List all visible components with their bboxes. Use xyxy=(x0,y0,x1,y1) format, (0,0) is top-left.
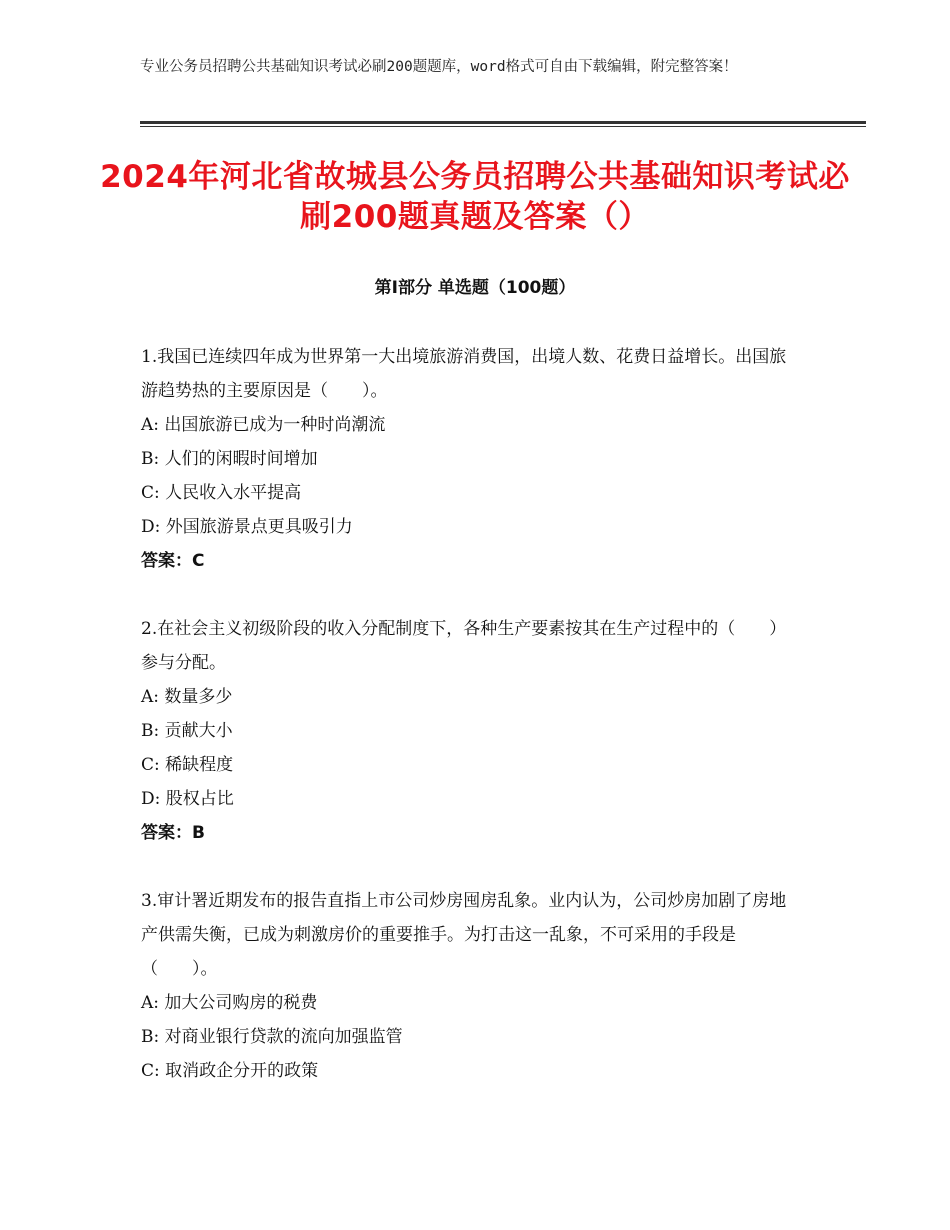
answer: 答案：B xyxy=(141,823,205,843)
header-divider-thin xyxy=(140,126,866,127)
header-divider-thick xyxy=(140,121,866,124)
question-1 xyxy=(141,340,801,578)
section-heading: 第Ⅰ部分 单选题（100题） xyxy=(374,278,576,298)
question-2 xyxy=(141,612,801,850)
option-c: C: 人民收入水平提高 xyxy=(141,483,302,503)
question-3 xyxy=(141,884,801,1088)
option-b: B: 贡献大小 xyxy=(141,721,233,741)
option-a: A: 出国旅游已成为一种时尚潮流 xyxy=(141,415,386,435)
document-title: 2024年河北省故城县公务员招聘公共基础知识考试必刷200题真题及答案（） xyxy=(100,159,850,235)
option-c: C: 取消政企分开的政策 xyxy=(141,1061,319,1081)
answer: 答案：C xyxy=(141,551,205,571)
question-text: 1.我国已连续四年成为世界第一大出境旅游消费国，出境人数、花费日益增长。出国旅游趋势热的主要原因是（ ）。 xyxy=(141,347,787,401)
question-list xyxy=(141,340,801,1122)
question-text: 3.审计署近期发布的报告直指上市公司炒房囤房乱象。业内认为，公司炒房加剧了房地产供需失衡，已成为刺激房价的重要推手。为打击这一乱象，不可采用的手段是（ ）。 xyxy=(141,891,787,979)
option-a: A: 加大公司购房的税费 xyxy=(141,993,318,1013)
option-a: A: 数量多少 xyxy=(141,687,233,707)
option-d: D: 外国旅游景点更具吸引力 xyxy=(141,517,353,537)
option-d: D: 股权占比 xyxy=(141,789,234,809)
option-b: B: 人们的闲暇时间增加 xyxy=(141,449,318,469)
header-note: 专业公务员招聘公共基础知识考试必刷200题题库，word格式可自由下载编辑，附完整答案！ xyxy=(140,59,738,75)
option-b: B: 对商业银行贷款的流向加强监管 xyxy=(141,1027,403,1047)
question-text: 2.在社会主义初级阶段的收入分配制度下，各种生产要素按其在生产过程中的（ ）参与分配。 xyxy=(141,619,787,673)
option-c: C: 稀缺程度 xyxy=(141,755,234,775)
